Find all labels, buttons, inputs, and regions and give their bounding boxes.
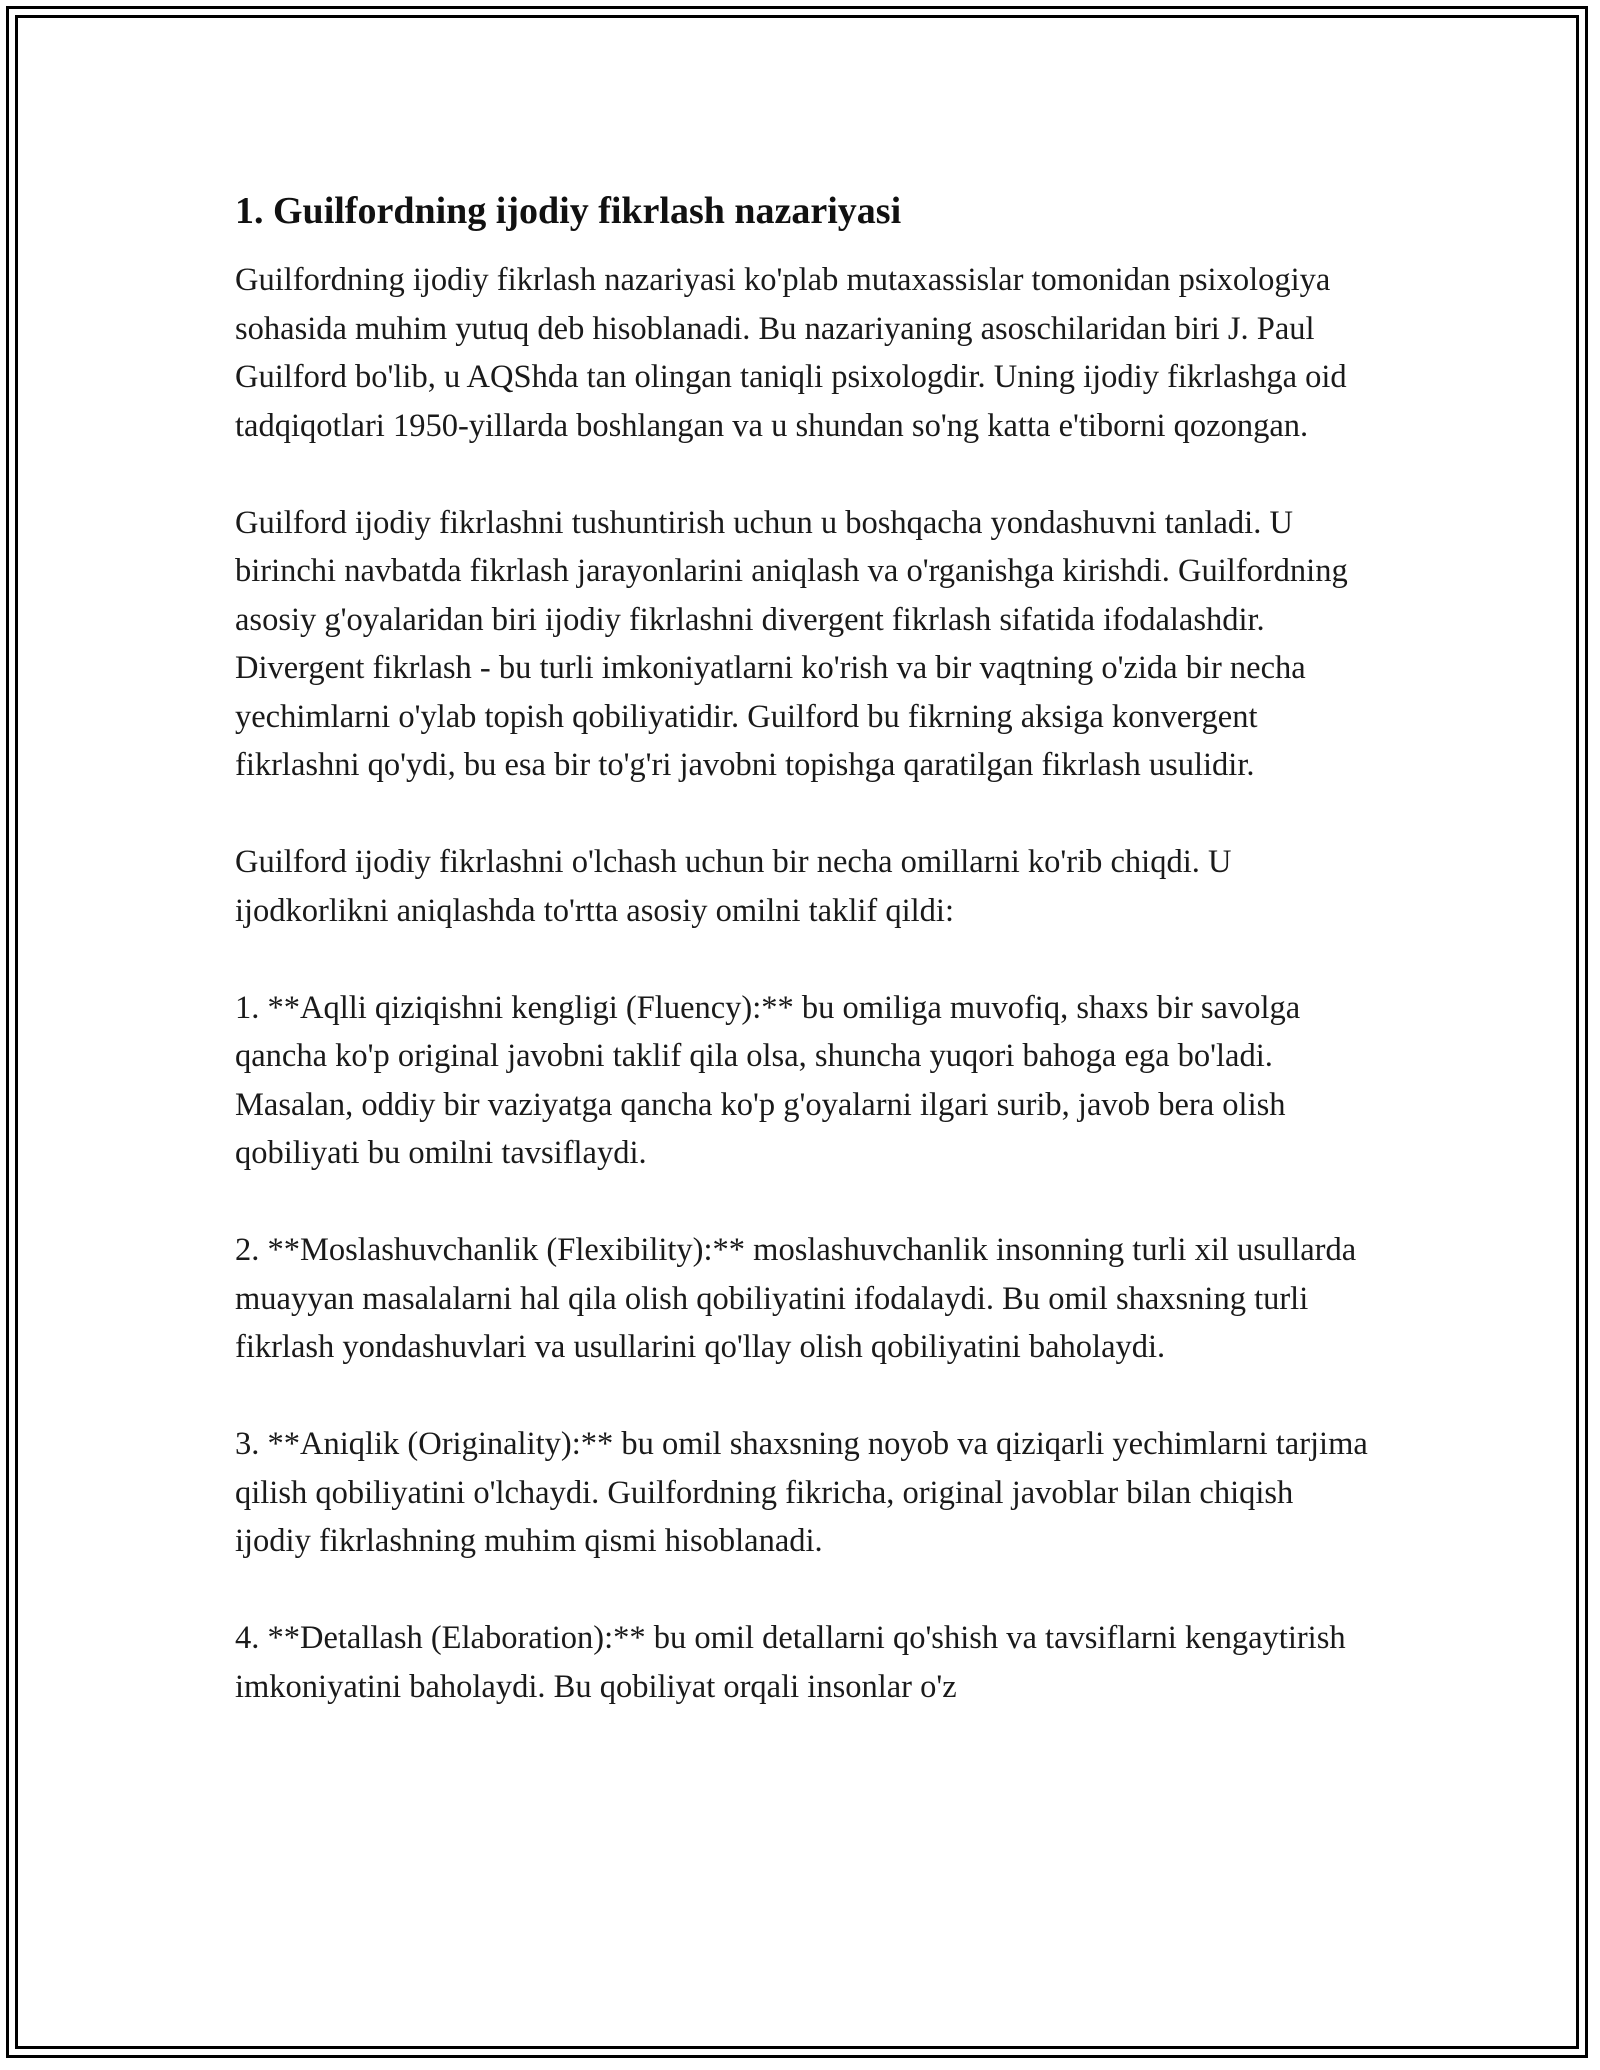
section-heading: 1. Guilfordning ijodiy fikrlash nazariyasi — [235, 190, 902, 232]
paragraph-divergent: Guilford ijodiy fikrlashni tushuntirish uchun u boshqacha yondashuvni tanladi. U birinchi navbatda fikrlash jarayonlarini aniqlash va o'rganishga kirishdi. Guilfordning asosiy g'oyalaridan biri ijodiy fikrlashni divergent fikrlash sifatida ifodalashdir. Divergent fikrlash - bu turli imkoniyatlarni ko'rish va bir vaqtning o'zida bir necha yechimlarni o'ylab topish qobiliyatidir. Guilford bu fikrning aksiga konvergent fikrlashni qo'ydi, bu esa bir to'g'ri javobni topishga qaratilgan fikrlash usulidir. — [235, 504, 1348, 783]
paragraph-intro: Guilfordning ijodiy fikrlash nazariyasi ko'plab mutaxassislar tomonidan psixologiya sohasida muhim yutuq deb hisoblanadi. Bu nazariyaning asoschilaridan biri J. Paul Guilford bo'lib, u AQShda tan olingan taniqli psixologdir. Uning ijodiy fikrlashga oid tadqiqotlari 1950-yillarda boshlangan va u shundan so'ng katta e'tiborni qozongan. — [235, 262, 1347, 444]
paragraph-flexibility: 2. **Moslashuvchanlik (Flexibility):** moslashuvchanlik insonning turli xil usullarda muayyan masalalarni hal qila olish qobiliyatini ifodalaydi. Bu omil shaxsning turli fikrlash yondashuvlari va usullarini qo'llay olish qobiliyatini baholaydi. — [235, 1232, 1357, 1365]
paragraph-originality: 3. **Aniqlik (Originality):** bu omil shaxsning noyob va qiziqarli yechimlarni tarjima qilish qobiliyatini o'lchaydi. Guilfordning fikricha, original javoblar bilan chiqish ijodiy fikrlashning muhim qismi hisoblanadi. — [235, 1426, 1368, 1559]
paragraph-elaboration: 4. **Detallash (Elaboration):** bu omil detallarni qo'shish va tavsiflarni kengaytirish imkoniyatini baholaydi. Bu qobiliyat orqali insonlar o'z — [235, 1620, 1346, 1705]
paragraph-fluency: 1. **Aqlli qiziqishni kengligi (Fluency):** bu omiliga muvofiq, shaxs bir savolga qancha ko'p original javobni taklif qila olsa, shuncha yuqori bahoga ega bo'ladi. Masalan, oddiy bir vaziyatga qancha ko'p g'oyalarni ilgari surib, javob bera olish qobiliyati bu omilni tavsiflaydi. — [235, 989, 1301, 1171]
paragraph-factors-intro: Guilford ijodiy fikrlashni o'lchash uchun bir necha omillarni ko'rib chiqdi. U ijodkorlikni aniqlashda to'rtta asosiy omilni taklif qildi: — [235, 844, 1232, 929]
document-body — [235, 186, 1375, 1711]
